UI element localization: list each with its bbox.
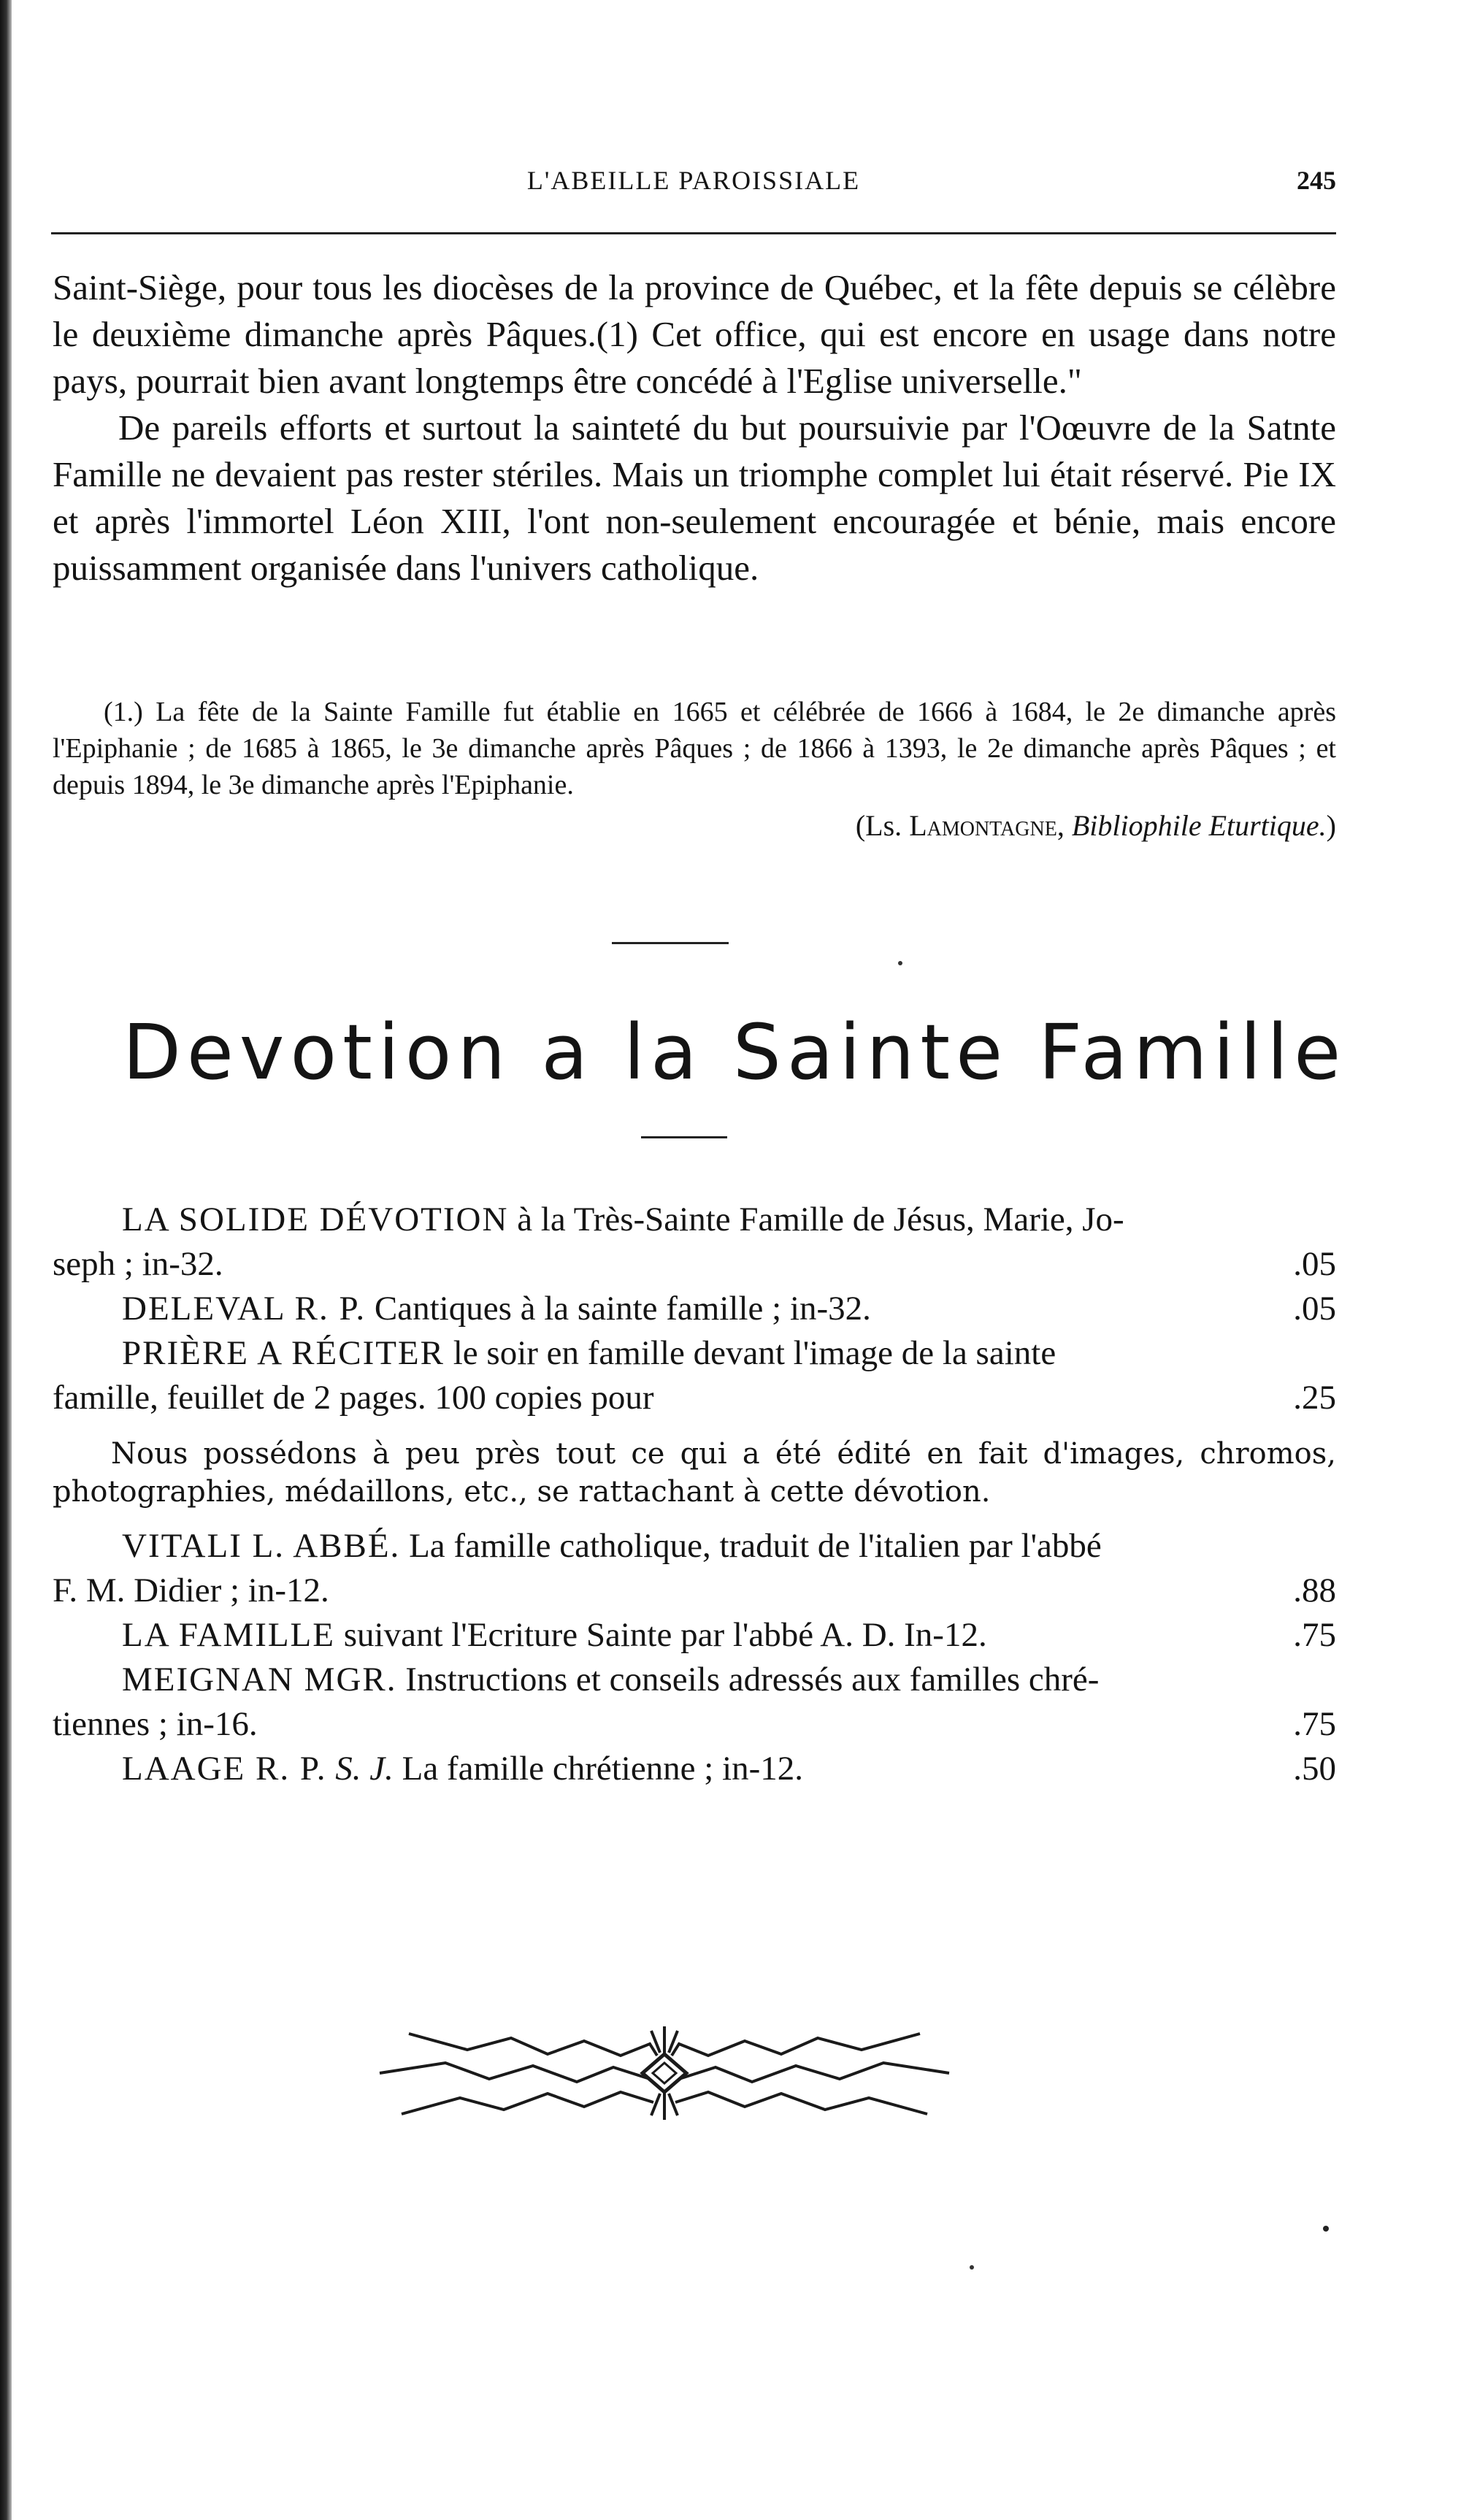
catalog-note: Nous possédons à peu près tout ce qui a été édité en fait d'images, chromos, photographies, médaillons, etc., se rattachant à cette dévotion. xyxy=(53,1437,1336,1509)
entry-text: La famille chrétienne ; in-12. xyxy=(393,1750,804,1788)
catalog-entry xyxy=(53,1524,1336,1613)
footnote xyxy=(53,694,1336,844)
entry-price: .75 xyxy=(1293,1705,1336,1743)
footnote-source xyxy=(53,808,1336,844)
entry-text-continued: tiennes ; in-16. xyxy=(53,1705,258,1743)
entry-price: .05 xyxy=(1293,1290,1336,1328)
source-author: Lamontagne xyxy=(909,809,1057,842)
ink-speck xyxy=(898,961,902,965)
entry-name-italic: S. J. xyxy=(335,1750,394,1788)
catalog-entry xyxy=(53,1287,1336,1331)
entry-name: DELEVAL R. P. xyxy=(122,1290,367,1328)
entry-price: .88 xyxy=(1293,1571,1336,1609)
entry-text: suivant l'Ecriture Sainte par l'abbé A. D. In-12. xyxy=(334,1616,987,1654)
entry-text: La famille catholique, traduit de l'italien par l'abbé xyxy=(400,1527,1102,1565)
ink-speck xyxy=(970,2265,974,2270)
entry-price: .05 xyxy=(1293,1245,1336,1283)
header-rule xyxy=(51,232,1336,234)
entry-text: à la Très-Sainte Famille de Jésus, Marie, Jo- xyxy=(508,1200,1124,1238)
body-text xyxy=(53,264,1336,591)
entry-name: LA SOLIDE DÉVOTION xyxy=(122,1200,509,1238)
catalog-entry xyxy=(53,1198,1336,1287)
body-paragraph-1: Saint-Siège, pour tous les diocèses de la province de Québec, et la fête depuis se célèbre le deuxième dimanche après Pâques.(1) Cet office, qui est encore en usage dans notre pays, pourrait bien avant longtemps être concédé à l'Eglise universelle." xyxy=(53,267,1336,401)
entry-text: Cantiques à la sainte famille ; in-32. xyxy=(366,1290,871,1328)
page-number: 245 xyxy=(1297,166,1336,195)
footnote-text: (1.) La fête de la Sainte Famille fut établie en 1665 et célébrée de 1666 à 1684, le 2e dimanche après l'Epiphanie ; de 1685 à 1865, le 3e dimanche après Pâques ; de 1866 à 1393, le 2e dimanche après Pâques ; et depuis 1894, le 3e dimanche après l'Epiphanie. xyxy=(53,697,1336,800)
catalog-entry xyxy=(53,1613,1336,1658)
source-open: (Ls. xyxy=(855,809,910,842)
section-title: Devotion a la Sainte Famille xyxy=(122,1008,1347,1097)
running-title: L'ABEILLE PAROISSIALE xyxy=(526,166,861,195)
source-comma: , xyxy=(1056,809,1072,842)
entry-text-continued: seph ; in-32. xyxy=(53,1245,223,1283)
section-separator-rule xyxy=(612,942,729,944)
body-paragraph-2: De pareils efforts et surtout la sainteté du but poursuivie par l'Oœuvre de la Satnte Famille ne devaient pas rester stériles. Mais un triomphe complet lui était réservé. Pie IX et après l'immortel Léon XIII, l'ont non-seulement encouragée et bénie, mais encore puissamment organisée dans l'univers catholique. xyxy=(53,407,1336,588)
catalog-entry xyxy=(53,1331,1336,1420)
source-title: Bibliophile Eturtique. xyxy=(1071,809,1327,842)
catalog-entry xyxy=(53,1747,1336,1791)
entry-name: PRIÈRE A RÉCITER xyxy=(122,1334,445,1372)
entry-price: .50 xyxy=(1293,1750,1336,1788)
entry-text: Instructions et conseils adressés aux familles chré- xyxy=(396,1661,1100,1698)
entry-text-continued: F. M. Didier ; in-12. xyxy=(53,1571,329,1609)
entry-name: VITALI L. ABBÉ. xyxy=(122,1527,401,1565)
ink-speck xyxy=(1323,2226,1329,2232)
catalog-entry xyxy=(53,1658,1336,1747)
entry-name: LAAGE R. P. xyxy=(122,1750,327,1788)
entry-price: .25 xyxy=(1293,1379,1336,1417)
ornamental-flourish-icon xyxy=(365,2012,964,2121)
entry-text: le soir en famille devant l'image de la sainte xyxy=(445,1334,1056,1372)
source-close: ) xyxy=(1326,809,1336,842)
entry-price: .75 xyxy=(1293,1616,1336,1654)
entry-name: MEIGNAN MGR. xyxy=(122,1661,397,1698)
title-underline-rule xyxy=(641,1136,727,1138)
entry-text-continued: famille, feuillet de 2 pages. 100 copies pour xyxy=(53,1379,654,1417)
catalog-list xyxy=(53,1198,1336,1791)
entry-name: LA FAMILLE xyxy=(122,1616,335,1654)
